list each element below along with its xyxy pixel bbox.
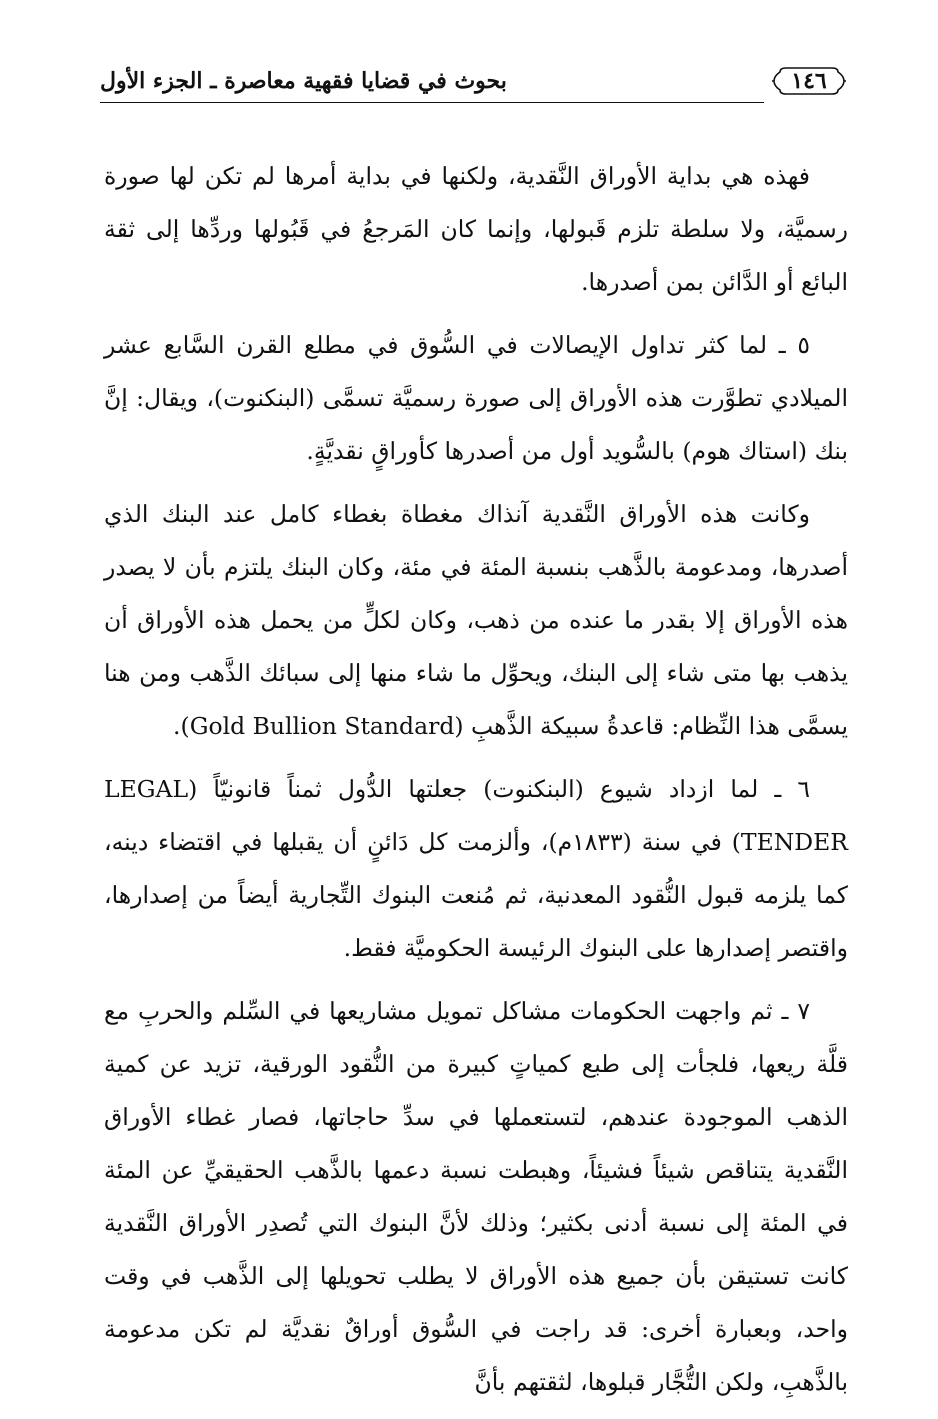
page-number-ornament — [772, 64, 846, 98]
paragraph: وكانت هذه الأوراق النَّقدية آنذاك مغطاة بغطاء كامل عند البنك الذي أصدرها، ومدعومة بالذَّهب بنسبة المئة في مئة، وكان البنك يلتزم بأن لا يصدر هذه الأوراق إلا بقدر ما عنده من ذهب، وكان لكلٍّ من يحمل هذه الأوراق أن يذهب بها متى شاء إلى البنك، ويحوِّل ما شاء منها إلى سبائك الذَّهب ومن هنا يسمَّى هذا النِّظام: قاعدةُ سبيكة الذَّهبِ (Gold Bullion Standard). — [104, 500, 848, 740]
page-number: ١٤٦ — [791, 68, 827, 94]
running-title: بحوث في قضايا فقهية معاصرة ـ الجزء الأول — [100, 68, 507, 94]
paragraph: ٧ ـ ثم واجهت الحكومات مشاكل تمويل مشاريعها في السِّلم والحربِ مع قلَّة ريعها، فلجأت إلى طبع كمياتٍ كبيرة من النُّقود الورقية، تزيد عن كمية الذهب الموجودة عندهم، لتستعملها في سدِّ حاجاتها، فصار غطاء الأوراق النَّقدية يتناقص شيئاً فشيئاً، وهبطت نسبة دعمها بالذَّهب الحقيقيِّ عن المئة في المئة إلى نسبة أدنى بكثير؛ وذلك لأنَّ البنوك التي تُصدِر الأوراق النَّقدية كانت تستيقن بأن جميع هذه الأوراق لا يطلب تحويلها إلى الذَّهب في وقت واحد، وبعبارة أخرى: قد راجت في السُّوق أوراقٌ نقديَّة لم تكن مدعومة بالذَّهبِ، ولكن التُّجَّار قبلوها، لثقتهم بأنَّ — [104, 997, 848, 1396]
page-body — [104, 150, 848, 1419]
paragraph: ٥ ـ لما كثر تداول الإيصالات في السُّوق في مطلع القرن السَّابع عشر الميلادي تطوَّرت هذه الأوراق إلى صورة رسميَّة تسمَّى (البنكنوت)، ويقال: إنَّ بنك (استاك هوم) بالسُّويد أول من أصدرها كأوراقٍ نقديَّةٍ. — [104, 331, 848, 465]
paragraph: ٦ ـ لما ازداد شيوع (البنكنوت) جعلتها الدُّول ثمناً قانونيّاً (LEGAL TENDER) في سنة (١٨٣٣م)، وألزمت كل دَائنٍ أن يقبلها في اقتضاء دينه، كما يلزمه قبول النُّقود المعدنية، ثم مُنعت البنوك التِّجارية أيضاً من إصدارها، واقتصر إصدارها على البنوك الرئيسة الحكوميَّة فقط. — [104, 775, 848, 962]
paragraph: فهذه هي بداية الأوراق النَّقدية، ولكنها في بداية أمرها لم تكن لها صورة رسميَّة، ولا سلطة تلزم قَبولها، وإنما كان المَرجعُ في قَبُولها وردِّها إلى ثقة البائع أو الدَّائن بمن أصدرها. — [104, 162, 848, 296]
page-header — [100, 60, 852, 108]
header-divider — [100, 102, 764, 103]
